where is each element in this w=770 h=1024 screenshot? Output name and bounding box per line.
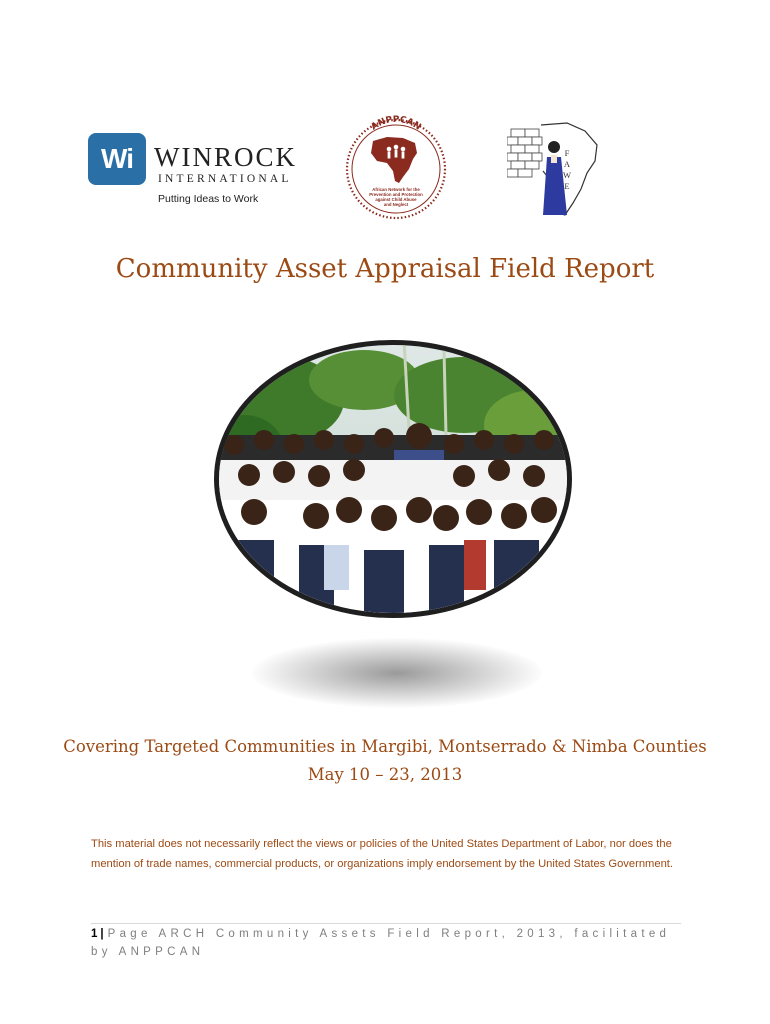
page-number: 1 — [91, 928, 98, 940]
report-subtitle: Covering Targeted Communities in Margibi, Montserrado & Nimba Counties May 10 – 23, 2013 — [63, 737, 707, 784]
footer-text: Page ARCH Community Assets Field Report, 2013, facilitated by ANPPCAN — [91, 928, 671, 958]
winrock-subname: INTERNATIONAL — [158, 173, 292, 185]
fawe-letters: F A W E — [562, 148, 572, 191]
anppcan-logo — [343, 111, 449, 223]
brick-wall-icon — [507, 129, 542, 177]
disclaimer-text: This material does not necessarily reflect the views or policies of the United States Department of Labor, nor does the mention of trade names, commercial products, or organizations imply endorsement by the United States Government. — [91, 838, 674, 870]
winrock-name: WINROCK — [154, 142, 297, 172]
svg-text:against Child Abuse: against Child Abuse — [375, 197, 417, 202]
winrock-mark-icon: Wi — [88, 133, 146, 185]
report-title: Community Asset Appraisal Field Report — [115, 254, 655, 284]
svg-text:Prevention and Protection: Prevention and Protection — [369, 192, 423, 197]
anppcan-inner-text — [369, 187, 423, 207]
africa-map-icon — [371, 137, 417, 183]
footer-divider — [91, 923, 681, 924]
anppcan-ring-text: ANPPCAN — [369, 115, 423, 133]
footer-separator: | — [100, 928, 104, 940]
children-figures-icon — [387, 145, 406, 159]
page-footer — [91, 925, 681, 961]
photo-shadow — [252, 638, 542, 708]
svg-text:and Neglect: and Neglect — [383, 202, 409, 207]
group-photo-children-icon — [214, 340, 572, 618]
winrock-tagline: Putting Ideas to Work — [158, 193, 259, 205]
winrock-logo — [88, 133, 308, 213]
svg-text:African Network for the: African Network for the — [372, 187, 420, 192]
fawe-logo — [507, 121, 603, 219]
